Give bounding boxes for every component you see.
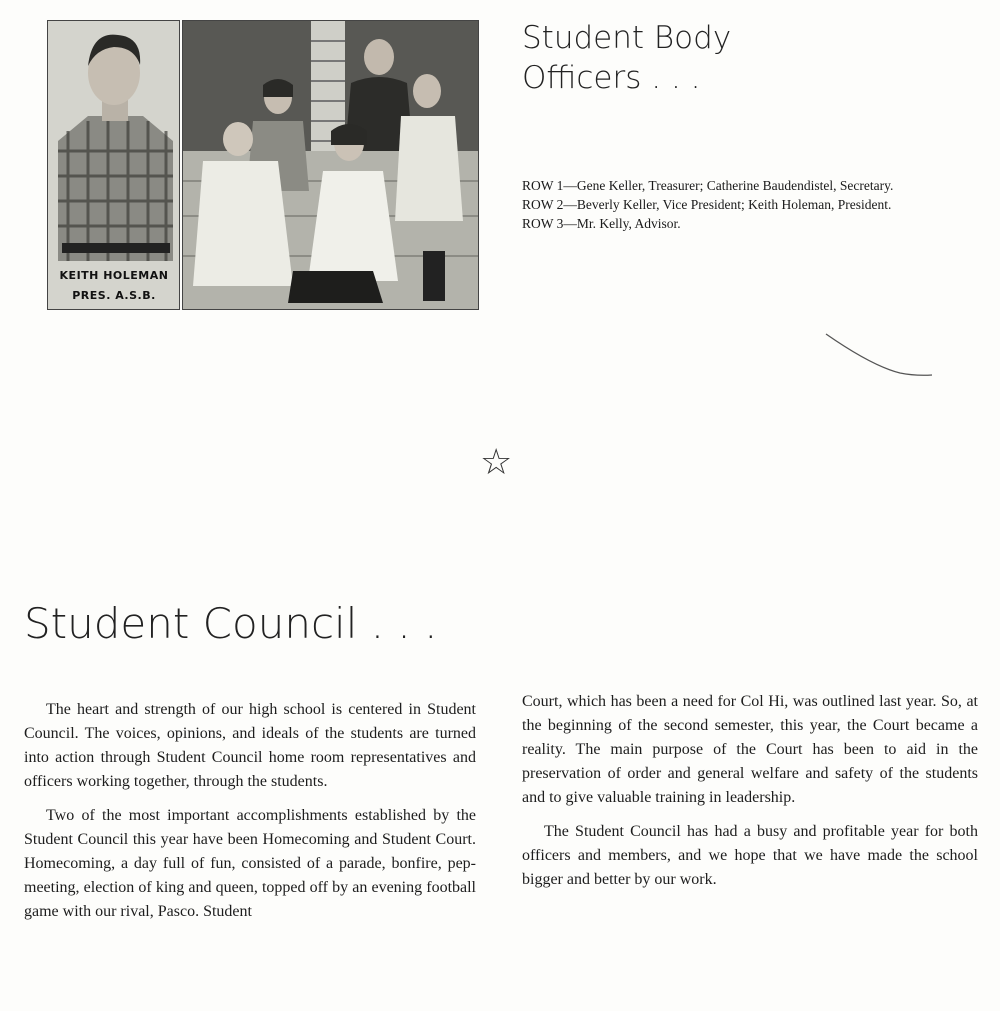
council-column-left: [24, 698, 476, 934]
roster-row-2: ROW 2—Beverly Keller, Vice President; Keith Holeman, President.: [522, 197, 892, 212]
council-paragraph-1: The heart and strength of our high school is centered in Student Council. The voices, opinions, and ideals of the students are turned into action through Student Council home room representatives and officers working together, through the students.: [24, 701, 476, 790]
portrait-caption-name: KEITH HOLEMAN: [59, 269, 169, 282]
officers-heading-line2: Officers . . .: [522, 60, 701, 96]
council-paragraph-3: Court, which has been a need for Col Hi, was outlined last year. So, at the beginning of the second semester, this year, the Court became a reality. The main purpose of the Court has been to aid in the preservation of order and general welfare and safety of the students and to give valuable training in leadership.: [522, 693, 978, 806]
council-column-right: [522, 690, 978, 902]
council-heading: Student Council . . .: [24, 599, 438, 648]
portrait-caption-title: PRES. A.S.B.: [72, 289, 156, 302]
roster-row-3: ROW 3—Mr. Kelly, Advisor.: [522, 216, 681, 231]
roster-row-1: ROW 1—Gene Keller, Treasurer; Catherine Baudendistel, Secretary.: [522, 178, 894, 193]
star-divider-icon: ☆: [480, 442, 513, 483]
officers-heading-line1: Student Body: [522, 20, 732, 56]
council-paragraph-4: The Student Council has had a busy and profitable year for both officers and members, and we hope that we have made the school bigger and better by our work.: [522, 823, 978, 888]
council-paragraph-2: Two of the most important accomplishments established by the Student Council this year have been Homecoming and Student Court. Homecoming, a day full of fun, consisted of a parade, bonfire, pep-meeting, election of king and queen, topped off by an evening football game with our rival, Pasco. Student: [24, 807, 476, 920]
